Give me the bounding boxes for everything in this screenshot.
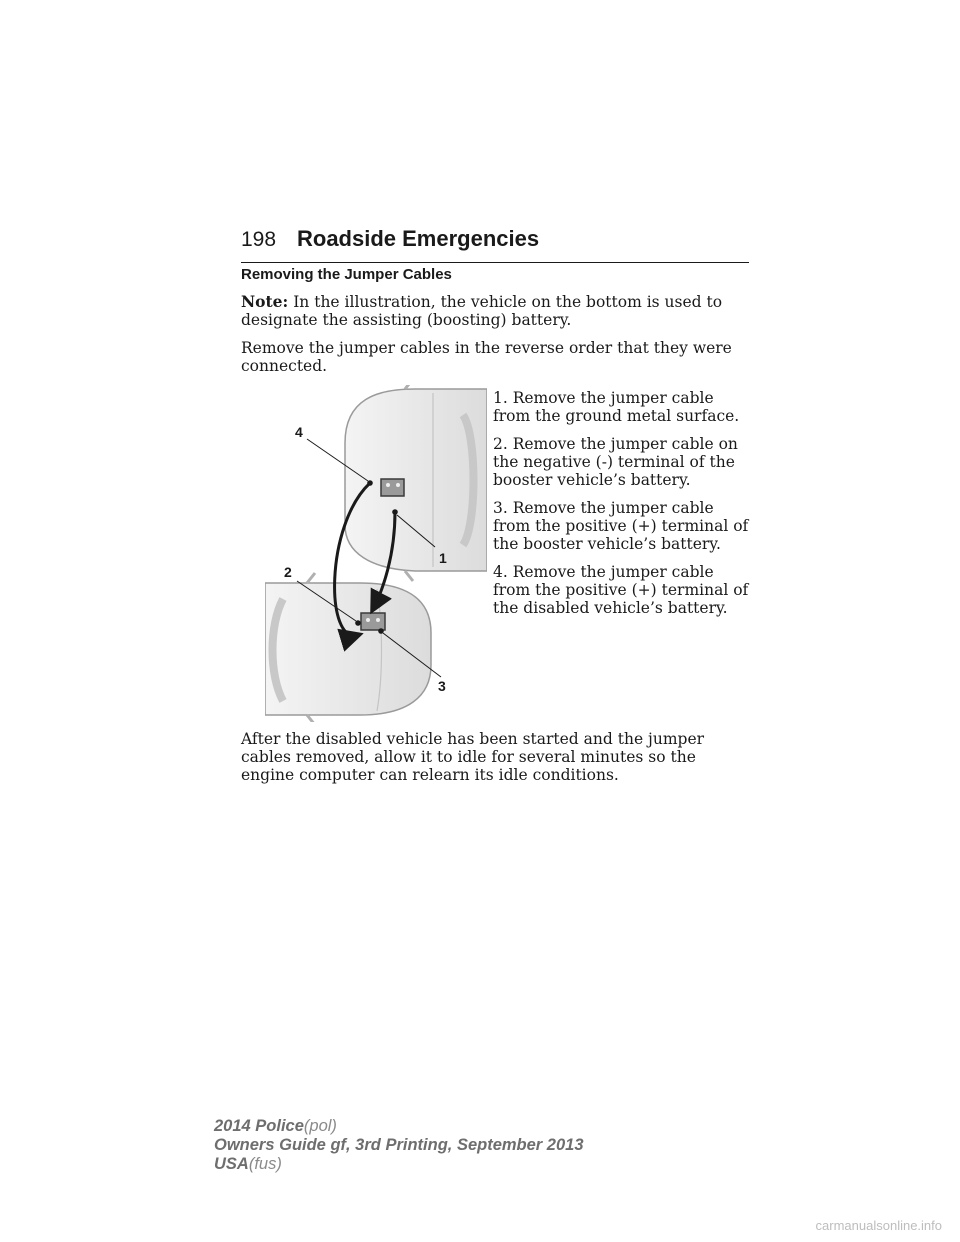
footer-printing: Owners Guide gf, 3rd Printing, September 2013 <box>214 1136 584 1154</box>
page-footer <box>214 1117 584 1174</box>
note-paragraph <box>241 293 749 329</box>
page-content <box>241 266 749 794</box>
closing-paragraph: After the disabled vehicle has been started and the jumper cables removed, allow it to idle for several minutes so the engine computer can relearn its idle conditions. <box>241 730 705 784</box>
booster-battery-icon <box>361 613 385 630</box>
disabled-vehicle <box>345 385 487 581</box>
step-4: 4. Remove the jumper cable from the positive (+) terminal of the disabled vehicle’s battery. <box>493 563 749 617</box>
booster-vehicle <box>265 573 431 722</box>
footer-model: 2014 Police <box>214 1117 304 1135</box>
watermark: carmanualsonline.info <box>815 1218 942 1233</box>
disabled-battery-icon <box>381 479 404 496</box>
subsection-heading: Removing the Jumper Cables <box>241 266 452 283</box>
step-2: 2. Remove the jumper cable on the negative (-) terminal of the booster vehicle’s battery. <box>493 435 738 489</box>
footer-model-code: (pol) <box>303 1117 337 1135</box>
jumper-cable-removal-illustration <box>265 385 487 722</box>
footer-market-code: (fus) <box>248 1155 282 1173</box>
footer-market: USA <box>214 1155 249 1173</box>
note-text: In the illustration, the vehicle on the bottom is used to designate the assisting (boosting) battery. <box>241 293 723 329</box>
intro-paragraph: Remove the jumper cables in the reverse order that they were connected. <box>241 339 732 375</box>
footer-line-2 <box>214 1136 584 1155</box>
figure-row <box>241 385 749 722</box>
callout-2: 2 <box>284 564 292 580</box>
section-title: Roadside Emergencies <box>297 226 540 251</box>
footer-line-1 <box>214 1117 584 1136</box>
page-header <box>241 228 749 263</box>
removal-steps <box>493 389 749 627</box>
page-number: 198 <box>241 228 277 251</box>
step-3: 3. Remove the jumper cable from the positive (+) terminal of the booster vehicle’s battery. <box>493 499 749 553</box>
callout-4: 4 <box>295 424 303 440</box>
callout-1: 1 <box>439 550 447 566</box>
note-label: Note: <box>241 292 289 311</box>
callout-3: 3 <box>438 678 446 694</box>
step-1: 1. Remove the jumper cable from the ground metal surface. <box>493 389 740 425</box>
footer-line-3 <box>214 1155 584 1174</box>
